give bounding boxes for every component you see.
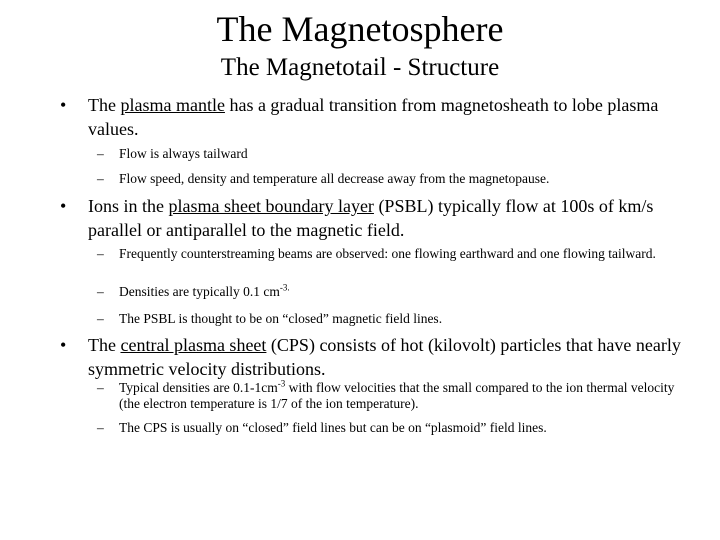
bullet-text: Ions in the plasma sheet boundary layer (PSBL) typically flow at 100s of km/s parallel or antiparallel to the magnetic field. [88, 196, 654, 240]
dash-marker: – [97, 420, 104, 435]
bullet-marker: • [60, 335, 67, 355]
dash-marker: – [97, 284, 104, 299]
dash-marker: – [97, 380, 104, 395]
dash-marker: – [97, 146, 104, 161]
dash-marker: – [97, 246, 104, 261]
dash-marker: – [97, 171, 104, 186]
slide-subtitle: The Magnetotail - Structure [220, 54, 500, 81]
bullet-marker: • [60, 196, 67, 216]
dash-marker: – [97, 311, 104, 326]
cps-term: central plasma sheet [120, 335, 267, 355]
psbl-term: plasma sheet boundary layer [168, 196, 374, 216]
plasma-mantle-term: plasma mantle [120, 95, 225, 115]
bullet-text: The plasma mantle has a gradual transition from magnetosheath to lobe plasma values. [88, 95, 659, 139]
slide-title: The Magnetosphere [216, 9, 504, 49]
bullet-text: The central plasma sheet (CPS) consists of hot (kilovolt) particles that have nearly symmetric velocity distributions. [88, 335, 681, 379]
bullet-marker: • [60, 95, 67, 115]
